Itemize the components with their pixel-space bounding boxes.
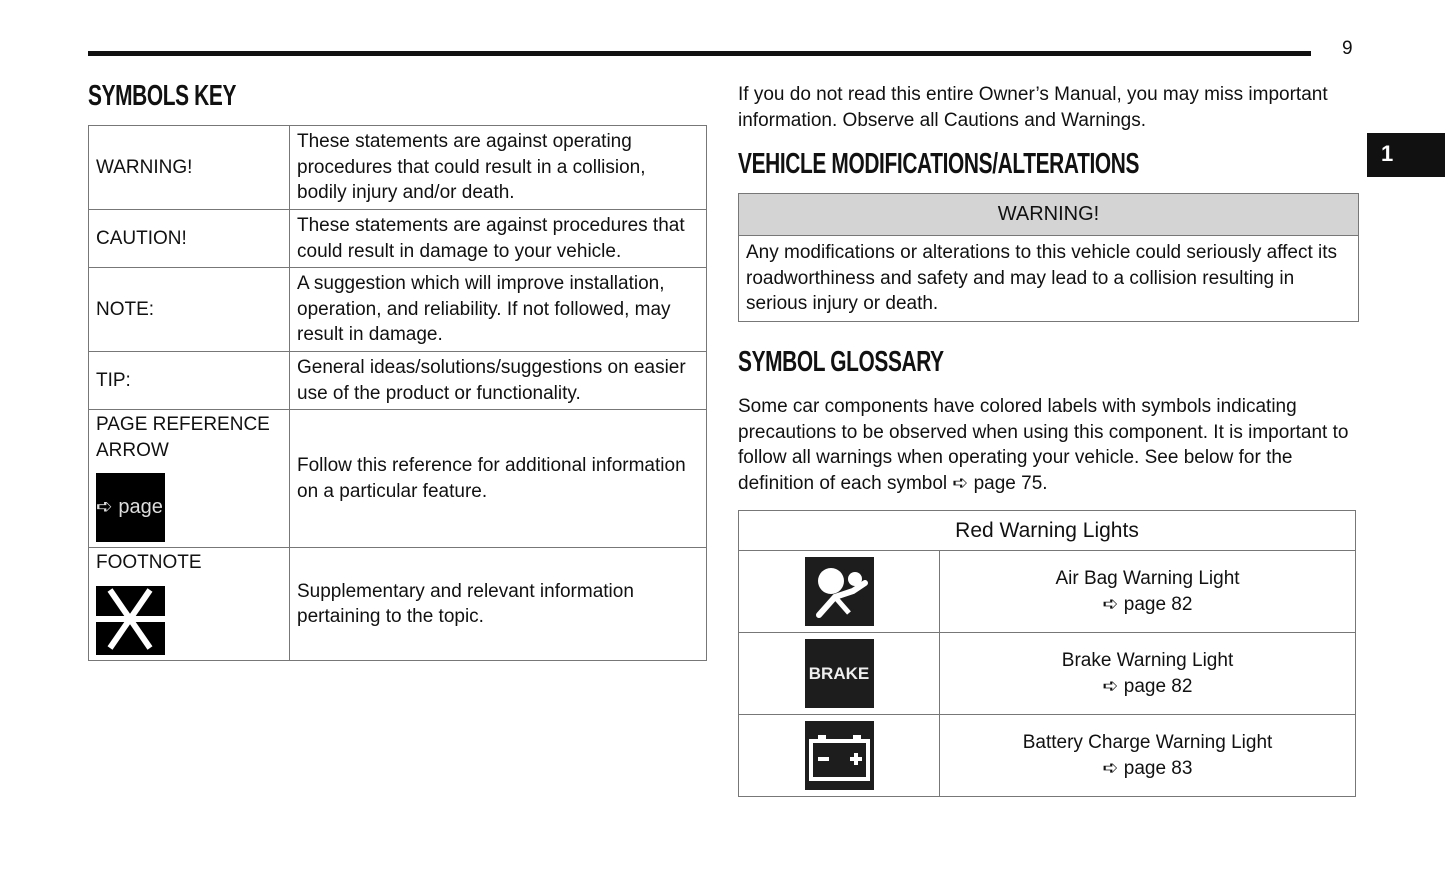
warning-text: Any modifications or alterations to this vehicle could seriously affect its roadworthiness and safety and may lead to a collision resulting in serious injury or death. xyxy=(739,236,1359,322)
table-row xyxy=(739,551,1356,633)
intro-text: If you do not read this entire Owner’s Manual, you may miss important information. Observe all Cautions and Warnings. xyxy=(738,84,1328,131)
desc: Follow this reference for additional information on a particular feature. xyxy=(290,410,707,548)
airbag-icon xyxy=(805,557,874,626)
red-warning-lights-table xyxy=(738,510,1356,797)
warning-title: WARNING! xyxy=(739,194,1359,236)
page-link[interactable]: ➪ page 82 xyxy=(1102,593,1193,615)
icon-text: page xyxy=(118,495,163,518)
desc: These statements are against operating procedures that could result in a collision, bodily injury and/or death. xyxy=(290,126,707,210)
footnote-icon xyxy=(96,586,165,655)
table-row xyxy=(89,210,707,268)
table-row xyxy=(89,352,707,410)
glossary-title: SYMBOL GLOSSARY xyxy=(738,346,944,378)
glossary-ref[interactable]: page 75. xyxy=(973,472,1048,494)
table-row xyxy=(89,126,707,210)
glossary-text xyxy=(738,394,1358,496)
term: WARNING! xyxy=(89,126,290,210)
table-title: Red Warning Lights xyxy=(739,511,1356,551)
desc: These statements are against procedures that could result in damage to your vehicle. xyxy=(290,210,707,268)
desc: A suggestion which will improve installation, operation, and reliability. If not followed, may result in damage. xyxy=(290,268,707,352)
symbols-key-table xyxy=(88,125,707,661)
table-row xyxy=(739,715,1356,797)
term: PAGE REFERENCE ARROW xyxy=(96,414,270,461)
desc: General ideas/solutions/suggestions on easier use of the product or functionality. xyxy=(290,352,707,410)
term: NOTE: xyxy=(89,268,290,352)
table-row xyxy=(739,633,1356,715)
page-ref[interactable]: page 82 xyxy=(1123,593,1193,615)
table-row xyxy=(89,548,707,661)
light-name: Brake Warning Light xyxy=(1061,650,1234,671)
modifications-warning xyxy=(738,193,1359,322)
table-row xyxy=(89,268,707,352)
icon-text: BRAKE xyxy=(808,663,870,683)
page-number: 9 xyxy=(1342,38,1353,59)
desc: Supplementary and relevant information pertaining to the topic. xyxy=(290,548,707,661)
light-name: Battery Charge Warning Light xyxy=(1022,732,1273,753)
glossary-body: Some car components have colored labels with symbols indicating precautions to be observed when using this component. It is important to follow all warnings when operating your vehicle. See below for the definition of each symbol xyxy=(738,396,1349,494)
modifications-title: VEHICLE MODIFICATIONS/ALTERATIONS xyxy=(738,148,1140,180)
light-name: Air Bag Warning Light xyxy=(1055,568,1240,589)
term: TIP: xyxy=(89,352,290,410)
chapter-tab[interactable]: 1 xyxy=(1367,133,1445,177)
table-row xyxy=(89,410,707,548)
glossary-link[interactable]: ➪ page 75. xyxy=(952,472,1048,494)
page-link[interactable]: ➪ page 83 xyxy=(1102,757,1193,779)
page-ref[interactable]: page 83 xyxy=(1123,757,1193,779)
symbols-key-title: SYMBOLS KEY xyxy=(88,80,237,112)
term: CAUTION! xyxy=(89,210,290,268)
page-ref[interactable]: page 82 xyxy=(1123,675,1193,697)
page-reference-arrow-icon: ➪ page xyxy=(96,473,165,542)
page-link[interactable]: ➪ page 82 xyxy=(1102,675,1193,697)
brake-icon xyxy=(805,639,874,708)
header-rule xyxy=(88,51,1311,56)
battery-icon xyxy=(805,721,874,790)
term: FOOTNOTE xyxy=(96,552,202,573)
